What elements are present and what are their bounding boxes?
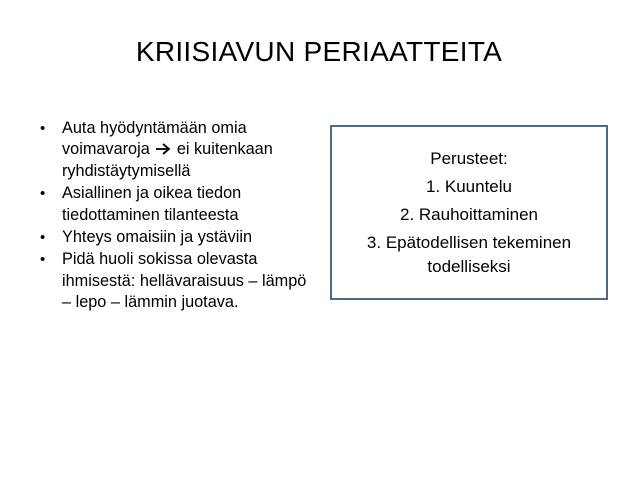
box-item: 1. Kuuntelu bbox=[425, 177, 512, 196]
right-arrow-icon bbox=[155, 143, 171, 155]
list-item bbox=[40, 227, 315, 248]
box-item: 2. Rauhoittaminen bbox=[400, 205, 538, 224]
list-item bbox=[40, 118, 315, 182]
bullet-text-pre: Auta hyödyntämään omia voimavaroja bbox=[62, 119, 247, 159]
bullet-icon: • bbox=[40, 120, 46, 137]
principles-box bbox=[330, 125, 608, 300]
bullet-text: Yhteys omaisiin ja ystäviin bbox=[62, 228, 253, 247]
bullet-icon: • bbox=[40, 185, 46, 203]
box-heading: Perusteet: bbox=[430, 149, 508, 168]
bullet-text-post: ei kuitenkaan ryhdistäytymisellä bbox=[62, 140, 273, 180]
slide-title: KRIISIAVUN PERIAATTEITA bbox=[135, 36, 503, 67]
bullet-icon: • bbox=[40, 229, 46, 247]
bullet-list bbox=[40, 118, 315, 315]
bullet-icon: • bbox=[40, 251, 46, 269]
list-item bbox=[40, 249, 315, 313]
box-item: 3. Epätodellisen tekeminen todelliseksi bbox=[366, 233, 572, 276]
bullet-text: Pidä huoli sokissa olevasta ihmisestä: hellävaraisuus – lämpö – lepo – lämmin juotava. bbox=[62, 250, 307, 312]
list-item bbox=[40, 183, 315, 226]
bullet-text: Asiallinen ja oikea tiedon tiedottaminen tilanteesta bbox=[62, 184, 242, 224]
